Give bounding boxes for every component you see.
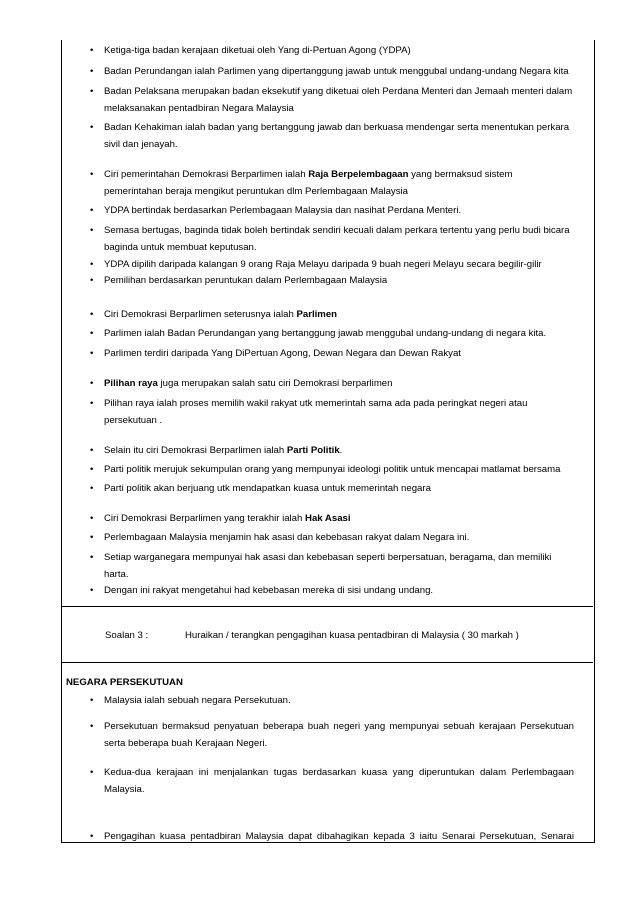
list-item-text-cont: melaksanakan pentadbiran Negara Malaysia	[104, 103, 294, 114]
bullet-icon: •	[90, 66, 94, 77]
document-page: • Ketiga-tiga badan kerajaan diketuai oleh Yang di-Pertuan Agong (YDPA) • Badan Perundangan ialah Parlimen yang dipertanggung jawab untuk menggubal undang-undang Negara kita • Badan Pelaksana merupakan badan eksekutif yang diketuai oleh Perdana Menteri dan Jemaah menteri dalam melaksanakan pentadbiran Negara Malaysia • Badan Kehakiman ialah badan yang bertanggung jawab dan berkuasa mendengar serta menentukan perkara sivil dan jenayah. • Ciri pemerintahan Demokrasi Berparlimen ialah Raja Berpelembagaan yang bermaksud sistem pemerintahan beraja mengikut peruntukan dlm Perlembagaan Malaysia • YDPA bertindak berdasarkan Perlembagaan Malaysia dan nasihat Perdana Menteri. • Semasa bertugas, baginda tidak boleh bertindak sendiri kecuali dalam perkara tertentu yang perlu budi bicara baginda untuk membuat keputusan. • YDPA dipilih daripada kalangan 9 orang Raja Melayu daripada 9 buah negeri Melayu secara begilir-gilir • Pemilihan berdasarkan peruntukan dalam Perlembagaan Malaysia • Ciri Demokrasi Berparlimen seterusnya ialah Parlimen • Parlimen ialah Badan Perundangan yang bertanggung jawab menggubal undang-undang di negara kita. • Parlimen terdiri daripada Yang DiPertuan Agong, Dewan Negara dan Dewan Rakyat • Pilihan raya juga merupakan salah satu ciri Demokrasi berparlimen • Pilihan raya ialah proses memilih wakil rakyat utk memerintah sama ada pada peringkat negeri atau persekutuan . • Selain itu ciri Demokrasi Berparlimen ialah Parti Politik. • Parti politik merujuk sekumpulan orang yang mempunyai ideologi politik untuk mencapai matlamat bersama • Parti politik akan berjuang utk mendapatkan kuasa untuk memerintah negara • Ciri Demokrasi Berparlimen yang terakhir ialah Hak Asasi • Perlembagaan Malaysia menjamin hak asasi dan kebebasan rakyat dalam Negara ini. • Setiap warganegara mempunyai hak asasi dan kebebasan seperti berpersatuan, beragama, dan memiliki harta. • Dengan ini rakyat mengetahui had kebebasan mereka di sisi undang undang. Soalan 3 : Huraikan / terangkan pengagihan kuasa pentadbiran di Malaysia ( 30 markah ) NEGARA PERSEKUTUAN • Malaysia ialah sebuah negara Persekutuan. • Persekutuan bermaksud penyatuan beberapa buah negeri yang mempunyai sebuah kerajaan Persekutuan serta beberapa buah Kerajaan Negeri. • Kedua-dua kerajaan ini menjalankan tugas berdasarkan kuasa yang diperuntukan dalam Perlembagaan Malaysia. • Pengagihan kuasa pentadbiran Malaysia dapat dibahagikan kepada 3 iaitu Senarai Persekutuan, Senarai	[0, 0, 638, 903]
term-pilihan-raya: Pilihan raya	[104, 378, 158, 389]
list-item-text: Malaysia ialah sebuah negara Persekutuan.	[104, 695, 291, 706]
list-item-text: Badan Pelaksana merupakan badan eksekutif yang diketuai oleh Perdana Menteri dan Jemaah menteri dalam	[104, 86, 573, 97]
bullet-icon: •	[90, 532, 94, 543]
list-item-text: Parti politik akan berjuang utk mendapatkan kuasa untuk memerintah negara	[104, 483, 431, 494]
bullet-icon: •	[90, 552, 94, 563]
bullet-icon: •	[90, 513, 94, 524]
bullet-icon: •	[90, 259, 94, 270]
list-item-text: Perlembagaan Malaysia menjamin hak asasi dan kebebasan rakyat dalam Negara ini.	[104, 532, 470, 543]
bullet-icon: •	[90, 86, 94, 97]
list-item-text: Parti politik merujuk sekumpulan orang yang mempunyai ideologi politik untuk mencapai matlamat bersama	[104, 464, 561, 475]
term-raja-berpelembagaan: Raja Berpelembagaan	[308, 169, 409, 180]
bullet-icon: •	[90, 585, 94, 596]
bullet-icon: •	[90, 275, 94, 286]
bullet-icon: •	[90, 328, 94, 339]
row-divider-2	[61, 662, 593, 663]
bullet-icon: •	[90, 483, 94, 494]
section-heading: NEGARA PERSEKUTUAN	[66, 677, 183, 688]
bullet-icon: •	[90, 225, 94, 236]
bullet-icon: •	[90, 445, 94, 456]
bullet-icon: •	[90, 767, 94, 778]
bullet-icon: •	[90, 721, 94, 732]
bullet-icon: •	[90, 695, 94, 706]
list-item-text: YDPA bertindak berdasarkan Perlembagaan Malaysia dan nasihat Perdana Menteri.	[104, 205, 462, 216]
bullet-icon: •	[90, 348, 94, 359]
list-item-text: YDPA dipilih daripada kalangan 9 orang Raja Melayu daripada 9 buah negeri Melayu secara begilir-gilir	[104, 259, 542, 270]
question-label: Soalan 3 :	[105, 630, 149, 641]
list-item-text: Parlimen terdiri daripada Yang DiPertuan Agong, Dewan Negara dan Dewan Rakyat	[104, 348, 461, 359]
bullet-icon: •	[90, 169, 94, 180]
list-item-text: Pemilihan berdasarkan peruntukan dalam Perlembagaan Malaysia	[104, 275, 388, 286]
list-item-text: Badan Kehakiman ialah badan yang bertanggung jawab dan berkuasa mendengar serta menentukan perkara	[104, 122, 570, 133]
bullet-icon: •	[90, 831, 94, 842]
term-parti-politik: Parti Politik	[286, 445, 340, 456]
term-hak-asasi: Hak Asasi	[305, 513, 351, 524]
list-item-text: Parlimen ialah Badan Perundangan yang bertanggung jawab menggubal undang-undang di negara kita.	[104, 328, 547, 339]
bullet-icon: •	[90, 464, 94, 475]
bullet-icon: •	[90, 378, 94, 389]
bullet-icon: •	[90, 309, 94, 320]
list-item-text: Ketiga-tiga badan kerajaan diketuai oleh Yang di-Pertuan Agong (YDPA)	[104, 45, 411, 56]
term-parlimen: Parlimen	[296, 309, 338, 320]
list-item-text-cont: sivil dan jenayah.	[104, 139, 178, 150]
question-text: Huraikan / terangkan pengagihan kuasa pentadbiran di Malaysia ( 30 markah )	[185, 630, 519, 641]
bullet-icon: •	[90, 45, 94, 56]
list-item-text: Dengan ini rakyat mengetahui had kebebasan mereka di sisi undang undang.	[104, 585, 434, 596]
list-item-text: Badan Perundangan ialah Parlimen yang dipertanggung jawab untuk menggubal undang-undang Negara kita	[104, 66, 569, 77]
bullet-icon: •	[90, 122, 94, 133]
bullet-icon: •	[90, 398, 94, 409]
row-divider-1	[61, 606, 593, 607]
bullet-icon: •	[90, 205, 94, 216]
